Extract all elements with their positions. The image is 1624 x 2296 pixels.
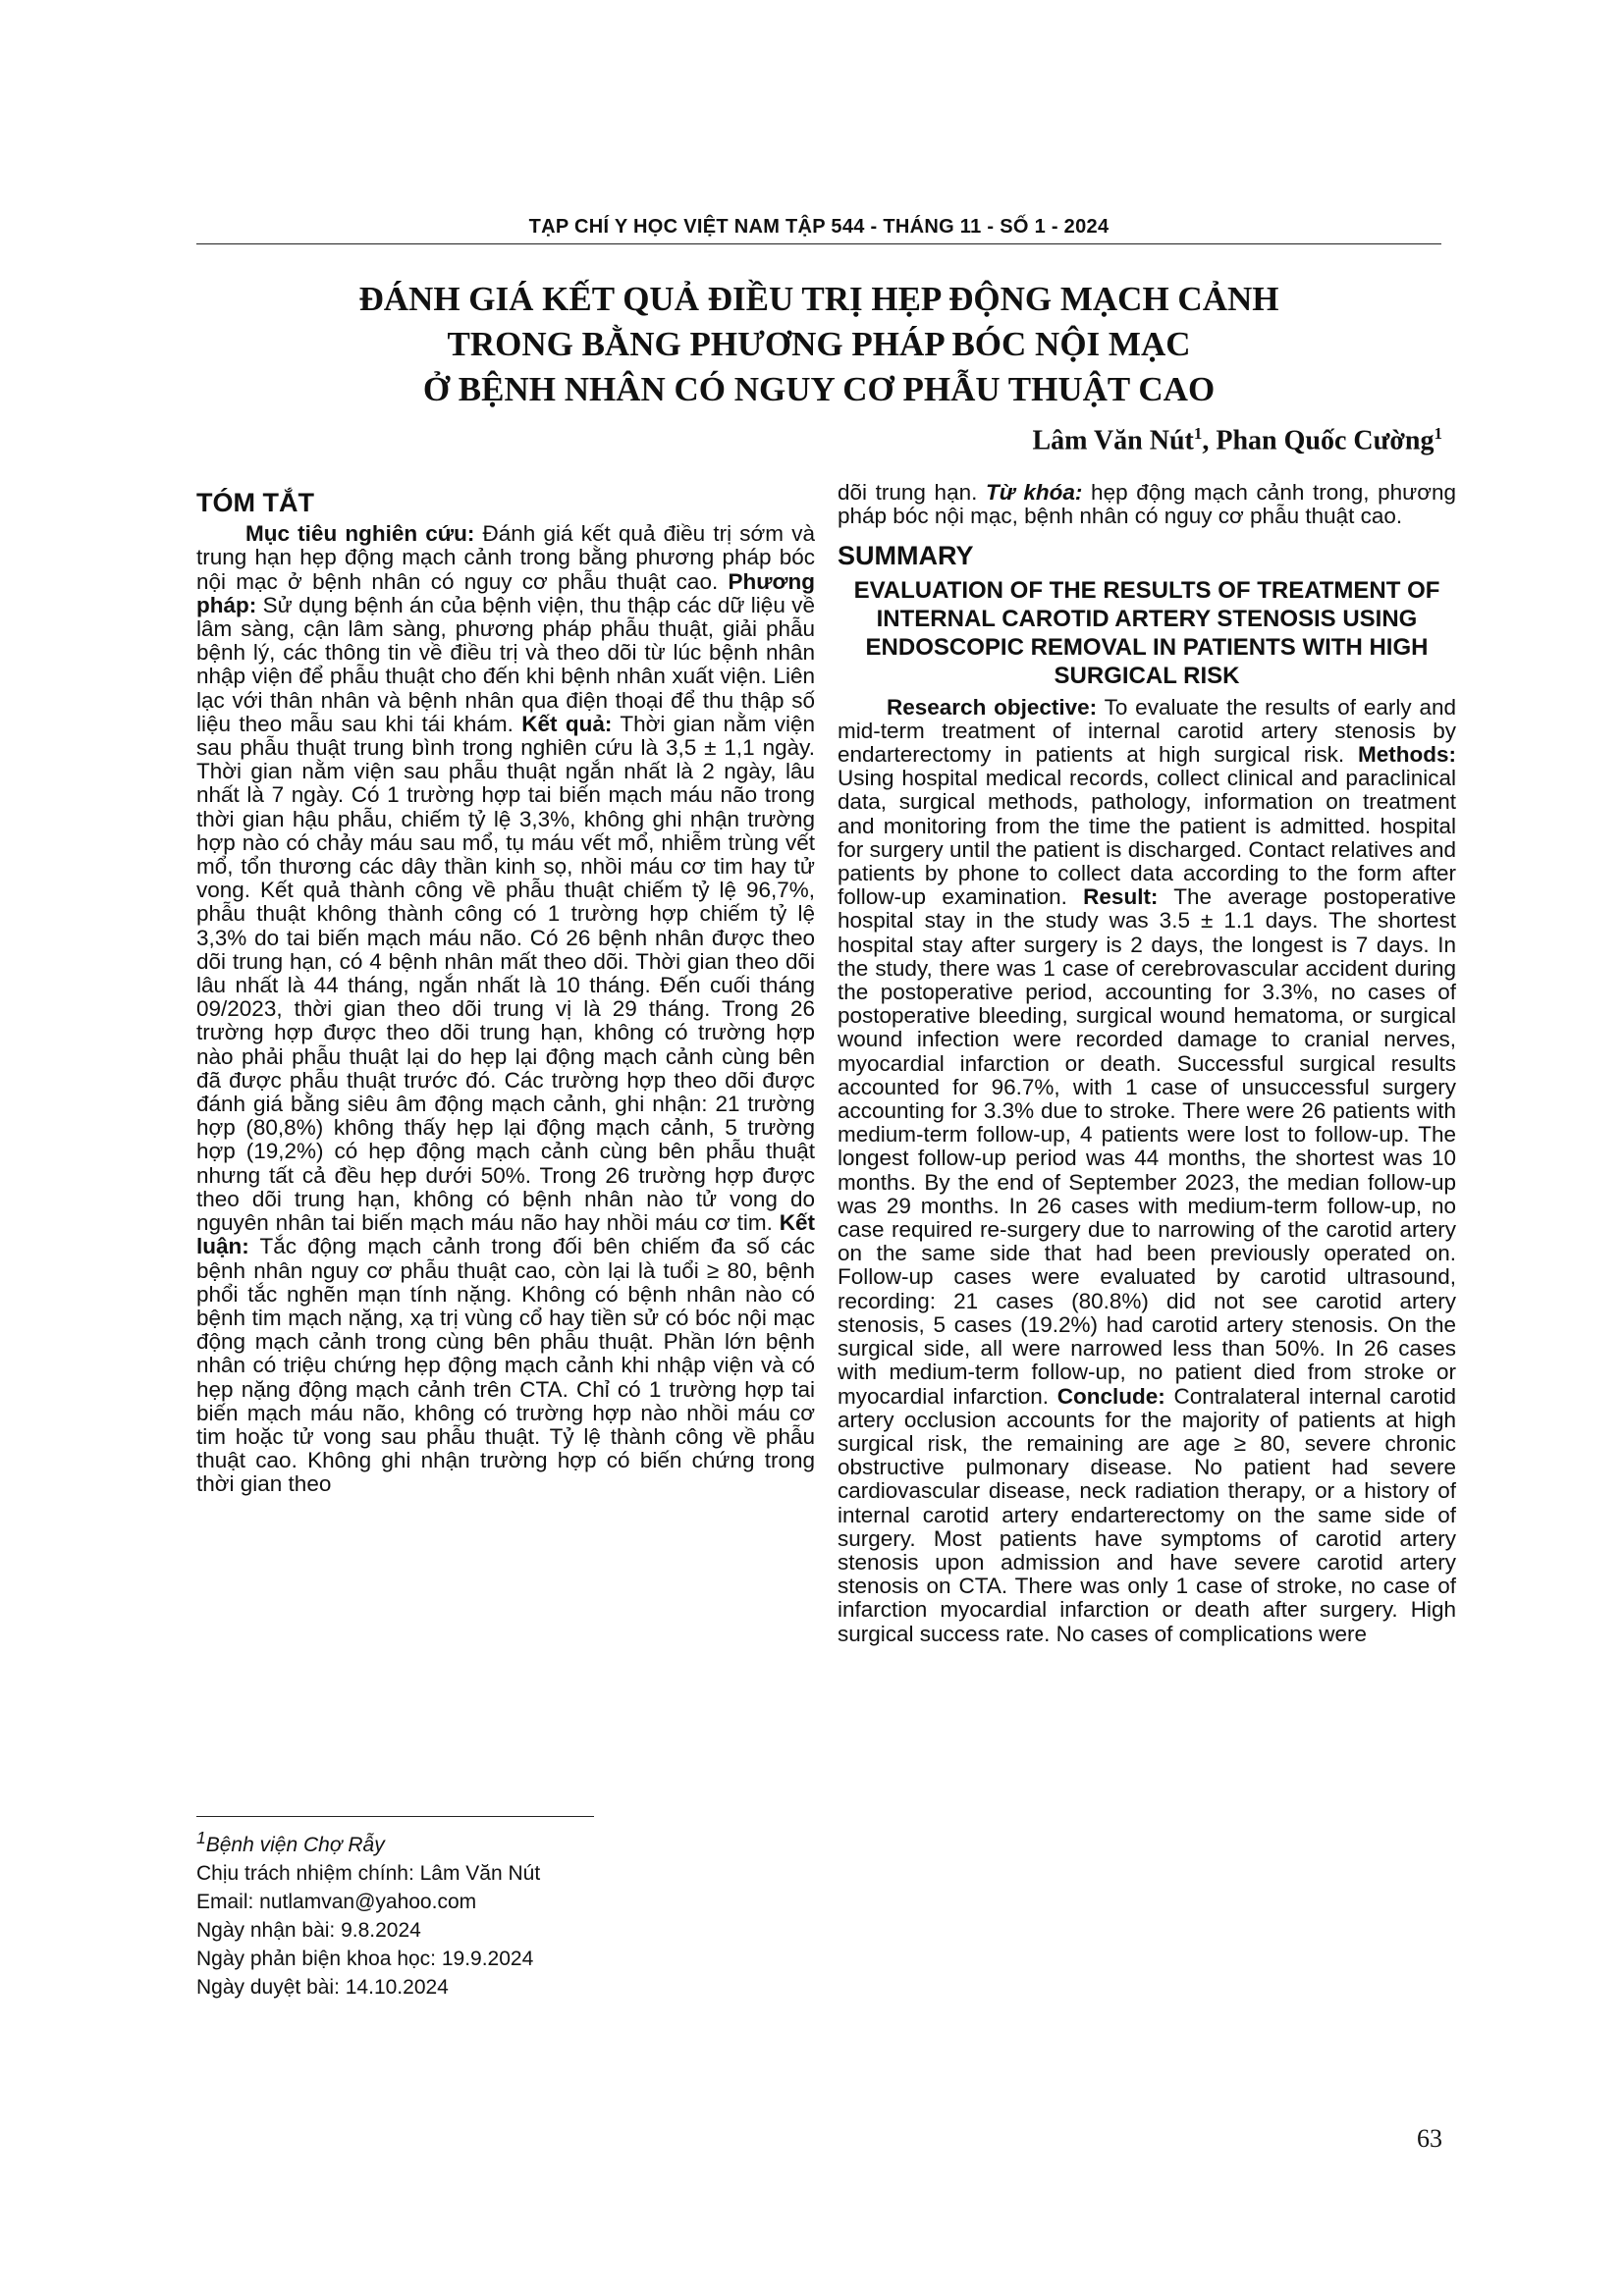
abstract-continuation — [838, 481, 1456, 528]
reviewed-date: Ngày phản biện khoa học: 19.9.2024 — [196, 1948, 534, 1970]
summary-paragraph — [838, 696, 1456, 1646]
author-affiliation-mark: 1 — [1193, 424, 1203, 443]
author-name: Phan Quốc Cường — [1216, 425, 1435, 456]
result-text: Thời gian nằm viện sau phẫu thuật trung bình trong nghiên cứu là 3,5 ± 1,1 ngày. Thời gian nằm viện sau phẫu thuật ngắn nhất là 2 ngày, lâu nhất là 7 ngày. Có 1 trường hợp tai biến mạch máu não trong thời gian hậu phẫu, chiếm tỷ lệ 3,3%, không ghi nhận trường hợp nào có chảy máu sau mổ, tụ máu vết mổ, nhiễm trùng vết mổ, tổn thương các dây thần kinh sọ, nhồi máu cơ tim hay tử vong. Kết quả thành công về phẫu thuật chiếm tỷ lệ 96,7%, phẫu thuật không thành công có 1 trường hợp chiếm tỷ lệ 3,3% do tai biến mạch máu não. Có 26 bệnh nhân được theo dõi trung hạn, có 4 bệnh nhân mất theo dõi. Thời gian theo dõi lâu nhất là 44 tháng, ngắn nhất là 10 tháng. Đến cuối tháng 09/2023, thời gian theo dõi trung vị là 29 tháng. Trong 26 trường hợp được theo dõi trung hạn, không có trường hợp nào phải phẫu thuật lại do hẹp lại động mạch cảnh cùng bên đã được phẫu thuật trước đó. Các trường hợp theo dõi được đánh giá bằng siêu âm động mạch cảnh, ghi nhận: 21 trường hợp (80,8%) không thấy hẹp lại động mạch cảnh, 5 trường hợp (19,2%) có hẹp động mạch cảnh cùng bên phẫu thuật nhưng tất cả đều hẹp dưới 50%. Trong 26 trường hợp được theo dõi trung hạn, không có bệnh nhân nào tử vong do nguyên nhân tai biến mạch máu não hay nhồi máu cơ tim. — [196, 711, 816, 1236]
keywords-label: Từ khóa: — [985, 480, 1083, 505]
keywords-text: hẹp động mạch cảnh trong, phương pháp bóc nội mạc, bệnh nhân có nguy cơ phẫu thuật cao. — [838, 480, 1456, 529]
header-divider — [196, 243, 1441, 244]
research-objective-label: Research objective: — [887, 694, 1098, 720]
abstract-paragraph — [196, 522, 815, 1496]
affiliation-text: Bệnh viện Chợ Rẫy — [205, 1834, 385, 1856]
accepted-date: Ngày duyệt bài: 14.10.2024 — [196, 1976, 449, 1999]
title-line-1: ĐÁNH GIÁ KẾT QUẢ ĐIỀU TRỊ HẸP ĐỘNG MẠCH CẢNH — [358, 280, 1279, 318]
received-date: Ngày nhận bài: 9.8.2024 — [196, 1919, 421, 1942]
methods-label: Methods: — [1358, 742, 1456, 768]
email-note: Email: nutlamvan@yahoo.com — [196, 1891, 477, 1913]
author-name: Lâm Văn Nút — [1032, 425, 1194, 456]
footnotes — [196, 1824, 815, 2002]
english-title: EVALUATION OF THE RESULTS OF TREATMENT OF INTERNAL CAROTID ARTERY STENOSIS USING ENDOSCOPIC REMOVAL IN PATIENTS WITH HIGH SURGICAL RISK — [853, 576, 1440, 689]
abstract-vietnamese — [196, 487, 815, 1497]
title-line-2: TRONG BẰNG PHƯƠNG PHÁP BÓC NỘI MẠC — [447, 325, 1191, 363]
result-label-en: Result: — [1083, 884, 1159, 910]
summary-heading: SUMMARY — [838, 541, 974, 571]
conclusion-text: Tắc động mạch cảnh trong đối bên chiếm đa số các bệnh nhân nguy cơ phẫu thuật cao, còn lại là tuổi ≥ 80, bệnh phổi tắc nghẽn mạn tính nặng. Không có bệnh nhân nào có bệnh tim mạch nặng, xạ trị vùng cổ hay tiền sử có bóc nội mạc động mạch cảnh trong cùng bên phẫu thuật. Phần lớn bệnh nhân có triệu chứng hẹp động mạch cảnh khi nhập viện và có hẹp nặng động mạch cảnh trên CTA. Chỉ có 1 trường hợp tai biến mạch máu não, không có trường hợp nào nhồi máu cơ tim hoặc tử vong sau phẫu thuật. Tỷ lệ thành công về phẫu thuật cao. Không ghi nhận trường hợp có biến chứng trong thời gian theo — [196, 1234, 815, 1497]
research-objective-text: To evaluate the results of early and mid-term treatment of internal carotid artery stenosis by endarterectomy in patients at high surgical risk. — [838, 694, 1456, 768]
conclusion-label: Kết luận: — [196, 1210, 815, 1259]
author-list — [1032, 424, 1442, 456]
methods-text: Using hospital medical records, collect clinical and paraclinical data, surgical methods, pathology, information on treatment and monitoring from the time the patient is admitted. hospital for surgery until the patient is discharged. Contact relatives and patients by phone to collect data according to the form after follow-up examination. — [838, 766, 1456, 910]
author-affiliation-mark: 1 — [1434, 424, 1442, 443]
footnote-divider — [196, 1816, 594, 1817]
title-line-3: Ở BỆNH NHÂN CÓ NGUY CƠ PHẪU THUẬT CAO — [422, 370, 1216, 408]
continued-text: dõi trung hạn. — [838, 480, 986, 505]
corresponding-author: Chịu trách nhiệm chính: Lâm Văn Nút — [196, 1862, 541, 1885]
article-title — [196, 277, 1441, 412]
method-label: Phương pháp: — [196, 568, 815, 617]
journal-running-header: TẠP CHÍ Y HỌC VIỆT NAM TẬP 544 - THÁNG 11 - SỐ 1 - 2024 — [528, 216, 1110, 238]
objective-text: Đánh giá kết quả điều trị sớm và trung hạn hẹp động mạch cảnh trong bằng phương pháp bóc nội mạc ở bệnh nhân có nguy cơ phẫu thuật cao. — [196, 521, 815, 594]
conclude-label: Conclude: — [1056, 1383, 1165, 1409]
method-text: Sử dụng bệnh án của bệnh viện, thu thập các dữ liệu về lâm sàng, cận lâm sàng, phương pháp phẫu thuật, giải phẫu bệnh lý, các thông tin về điều trị và theo dõi từ lúc bệnh nhân nhập viện để phẫu thuật cho đến khi bệnh nhân xuất viện. Liên lạc với thân nhân và bệnh nhân qua điện thoại để thu thập số liệu theo mẫu sau khi tái khám. — [196, 592, 815, 736]
affiliation-note — [196, 1824, 815, 1859]
result-text-en: The average postoperative hospital stay in the study was 3.5 ± 1.1 days. The shortest hospital stay after surgery is 2 days, the longest is 7 days. In the study, there was 1 case of cerebrovascular accident during the postoperative period, accounting for 3.3%, no cases of postoperative bleeding, surgical wound hematoma, or surgical wound infection were recorded damage to cranial nerves, myocardial infarction or death. Successful surgical results accounted for 96.7%, with 1 case of unsuccessful surgery accounting for 3.3% due to stroke. There were 26 patients with medium-term follow-up, 4 patients were lost to follow-up. The longest follow-up period was 44 months, the shortest was 10 months. By the end of September 2023, the median follow-up was 29 months. In 26 cases with medium-term follow-up, no case required re-surgery due to narrowing of the carotid artery on the same side that had been previously operated on. Follow-up cases were evaluated by carotid ultrasound, recording: 21 cases (80.8%) did not see carotid artery stenosis, 5 cases (19.2%) had carotid artery stenosis. On the surgical side, all were narrowed less than 50%. In 26 cases with medium-term follow-up, no patient died from stroke or myocardial infarction. — [838, 884, 1457, 1409]
section-heading: TÓM TẮT — [196, 488, 314, 517]
page-number: 63 — [1417, 2124, 1442, 2153]
objective-label: Mục tiêu nghiên cứu: — [245, 521, 475, 547]
affiliation-mark: 1 — [196, 1828, 206, 1847]
result-label: Kết quả: — [521, 711, 613, 736]
author-separator: , — [1202, 425, 1217, 456]
abstract-english-column — [838, 481, 1456, 1646]
conclude-text: Contralateral internal carotid artery occlusion accounts for the majority of patients at high surgical risk, the remaining are age ≥ 80, severe chronic obstructive pulmonary disease. No patient had severe cardiovascular disease, neck radiation therapy, or a history of internal carotid artery endarterectomy on the same side of surgery. Most patients have symptoms of carotid artery stenosis upon admission and have severe carotid artery stenosis on CTA. There was only 1 case of stroke, no case of infarction myocardial infarction or death after surgery. High surgical success rate. No cases of complications were — [838, 1383, 1456, 1646]
